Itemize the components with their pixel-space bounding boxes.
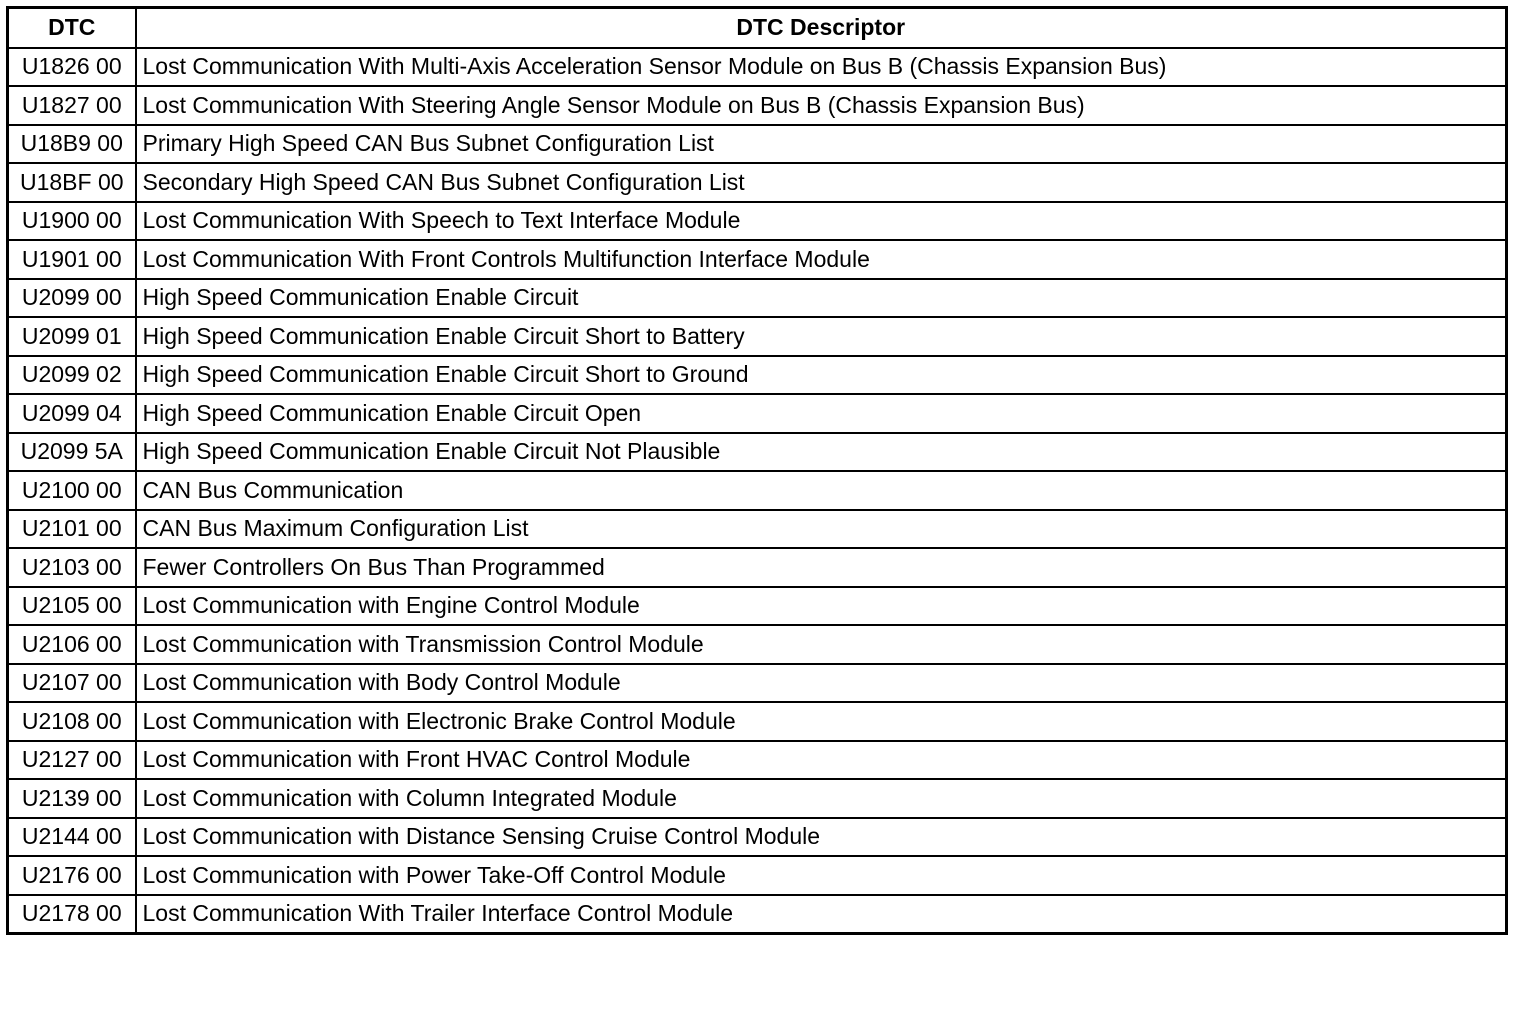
dtc-code: U2099 04 xyxy=(8,394,136,433)
table-row xyxy=(8,356,1507,395)
dtc-code: U2178 00 xyxy=(8,895,136,934)
dtc-descriptor: High Speed Communication Enable Circuit Short to Battery xyxy=(136,317,1507,356)
dtc-column-header: DTC xyxy=(8,8,136,48)
dtc-descriptor: Primary High Speed CAN Bus Subnet Configuration List xyxy=(136,125,1507,164)
table-row xyxy=(8,317,1507,356)
table-row xyxy=(8,664,1507,703)
dtc-code: U2099 5A xyxy=(8,433,136,472)
dtc-code: U2108 00 xyxy=(8,702,136,741)
dtc-descriptor: High Speed Communication Enable Circuit Short to Ground xyxy=(136,356,1507,395)
dtc-code: U2099 01 xyxy=(8,317,136,356)
dtc-code: U18B9 00 xyxy=(8,125,136,164)
header-row xyxy=(8,8,1507,48)
dtc-code: U2106 00 xyxy=(8,625,136,664)
table-row xyxy=(8,394,1507,433)
dtc-code: U2107 00 xyxy=(8,664,136,703)
table-row xyxy=(8,548,1507,587)
dtc-descriptor: CAN Bus Maximum Configuration List xyxy=(136,510,1507,549)
table-row xyxy=(8,240,1507,279)
dtc-descriptor: Lost Communication with Column Integrated Module xyxy=(136,779,1507,818)
dtc-code: U2144 00 xyxy=(8,818,136,857)
table-row xyxy=(8,433,1507,472)
dtc-descriptor: Secondary High Speed CAN Bus Subnet Configuration List xyxy=(136,163,1507,202)
table-row xyxy=(8,895,1507,934)
table-row xyxy=(8,125,1507,164)
dtc-code: U1901 00 xyxy=(8,240,136,279)
dtc-code: U1827 00 xyxy=(8,86,136,125)
table-row xyxy=(8,625,1507,664)
table-row xyxy=(8,510,1507,549)
table-row xyxy=(8,741,1507,780)
table-row xyxy=(8,202,1507,241)
dtc-code: U2139 00 xyxy=(8,779,136,818)
dtc-code: U2101 00 xyxy=(8,510,136,549)
dtc-table xyxy=(6,6,1508,935)
dtc-descriptor: Lost Communication with Engine Control Module xyxy=(136,587,1507,626)
dtc-descriptor: Lost Communication with Front HVAC Control Module xyxy=(136,741,1507,780)
dtc-descriptor: Lost Communication With Trailer Interface Control Module xyxy=(136,895,1507,934)
dtc-code: U2099 02 xyxy=(8,356,136,395)
table-row xyxy=(8,818,1507,857)
dtc-descriptor: Lost Communication with Power Take-Off Control Module xyxy=(136,856,1507,895)
table-body xyxy=(8,48,1507,934)
dtc-code: U2127 00 xyxy=(8,741,136,780)
table-row xyxy=(8,702,1507,741)
table-header xyxy=(8,8,1507,48)
dtc-code: U1826 00 xyxy=(8,48,136,87)
dtc-code: U2099 00 xyxy=(8,279,136,318)
table-row xyxy=(8,163,1507,202)
dtc-descriptor: Lost Communication With Multi-Axis Acceleration Sensor Module on Bus B (Chassis Expansion Bus) xyxy=(136,48,1507,87)
dtc-descriptor: Lost Communication With Speech to Text Interface Module xyxy=(136,202,1507,241)
dtc-code: U1900 00 xyxy=(8,202,136,241)
dtc-code: U2100 00 xyxy=(8,471,136,510)
dtc-descriptor: Lost Communication with Distance Sensing Cruise Control Module xyxy=(136,818,1507,857)
dtc-descriptor: Lost Communication With Front Controls Multifunction Interface Module xyxy=(136,240,1507,279)
table-row xyxy=(8,471,1507,510)
table-row xyxy=(8,779,1507,818)
dtc-descriptor: Lost Communication with Transmission Control Module xyxy=(136,625,1507,664)
dtc-descriptor: Lost Communication With Steering Angle Sensor Module on Bus B (Chassis Expansion Bus) xyxy=(136,86,1507,125)
dtc-descriptor: High Speed Communication Enable Circuit Not Plausible xyxy=(136,433,1507,472)
dtc-descriptor: CAN Bus Communication xyxy=(136,471,1507,510)
dtc-descriptor: Fewer Controllers On Bus Than Programmed xyxy=(136,548,1507,587)
dtc-descriptor: High Speed Communication Enable Circuit Open xyxy=(136,394,1507,433)
table-row xyxy=(8,86,1507,125)
dtc-code: U18BF 00 xyxy=(8,163,136,202)
table-row xyxy=(8,587,1507,626)
table-row xyxy=(8,279,1507,318)
dtc-code: U2105 00 xyxy=(8,587,136,626)
dtc-descriptor: High Speed Communication Enable Circuit xyxy=(136,279,1507,318)
dtc-code: U2176 00 xyxy=(8,856,136,895)
table-row xyxy=(8,856,1507,895)
dtc-code: U2103 00 xyxy=(8,548,136,587)
descriptor-column-header: DTC Descriptor xyxy=(136,8,1507,48)
dtc-descriptor: Lost Communication with Body Control Module xyxy=(136,664,1507,703)
table-row xyxy=(8,48,1507,87)
dtc-descriptor: Lost Communication with Electronic Brake Control Module xyxy=(136,702,1507,741)
